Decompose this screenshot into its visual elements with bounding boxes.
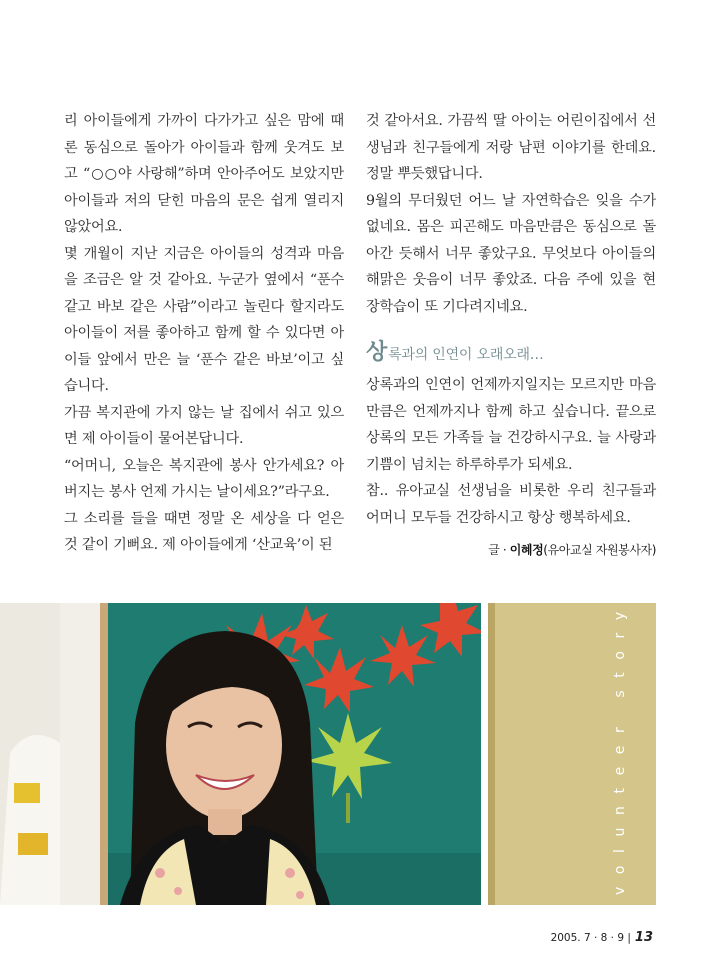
issue-date: 2005. 7 · 8 · 9 | [550,932,631,944]
byline-role: (유아교실 자원봉사자) [543,543,656,557]
article-right-column [366,108,656,564]
byline [366,537,656,564]
section-heading-initial: 상 [366,340,388,365]
paragraph: 몇 개월이 지난 지금은 아이들의 성격과 마음을 조금은 알 것 같아요. 누군가 옆에서 “푼수 같고 바보 같은 사람”이라고 놀린다 할지라도 아이들이 저를 좋아하고 함께 할 수 있다면 아이들 앞에서 만은 늘 ‘푼수 같은 바보’이고 싶습니다. [64,245,344,394]
paragraph: 상록과의 인연이 언제까지일지는 모르지만 마음만큼은 언제까지나 함께 하고 싶습니다. 끝으로 상록의 모든 가족들 늘 건강하시구요. 늘 사랑과 기쁨이 넘치는 하루하루가 되세요. [366,377,656,473]
article-left-column [64,108,344,559]
section-heading [366,340,656,368]
paragraph: 가끔 복지관에 가지 않는 날 집에서 쉬고 있으면 제 아이들이 물어본답니다. [64,404,344,447]
page-footer [551,930,653,945]
paragraph: 리 아이들에게 가까이 다가가고 싶은 맘에 때론 동심으로 돌아가 아이들과 함께 웃겨도 보고 “○○야 사랑해”하며 안아주어도 보았지만 아이들과 저의 닫힌 마음의 문은 쉽게 열리지 않았어요. [64,113,344,235]
paragraph: 참.. 유아교실 선생님을 비롯한 우리 친구들과 어머니 모두들 건강하시고 항상 행복하세요. [366,483,656,526]
paragraph: 9월의 무더웠던 어느 날 자연학습은 잊을 수가 없네요. 몸은 피곤해도 마음만큼은 동심으로 돌아간 듯해서 너무 좋았구요. 무엇보다 아이들의 해맑은 웃음이 너무 좋았죠. 다음 주에 있을 현장학습이 또 기다려지네요. [366,192,656,315]
paragraph: 그 소리를 들을 때면 정말 온 세상을 다 얻은 것 같이 기뻐요. 제 아이들에게 ‘산교육’이 된 [64,510,344,553]
section-label: volunteer story [612,599,628,895]
paragraph: “어머니, 오늘은 복지관에 봉사 안가세요? 아버지는 봉사 언제 가시는 날이세요?”라구요. [64,457,344,500]
paragraph: 것 같아서요. 가끔씩 딸 아이는 어린이집에서 선생님과 친구들에게 저랑 남편 이야기를 한데요. 정말 뿌듯했답니다. [366,113,656,182]
side-panel [488,603,656,905]
byline-name: 이혜정 [509,543,544,557]
volunteer-photo [0,603,481,905]
side-panel-accent-bar [488,603,495,905]
section-heading-text: 록과의 인연이 오래오래… [388,347,544,363]
page-number: 13 [634,930,653,945]
byline-prefix: 글 · [488,543,510,557]
